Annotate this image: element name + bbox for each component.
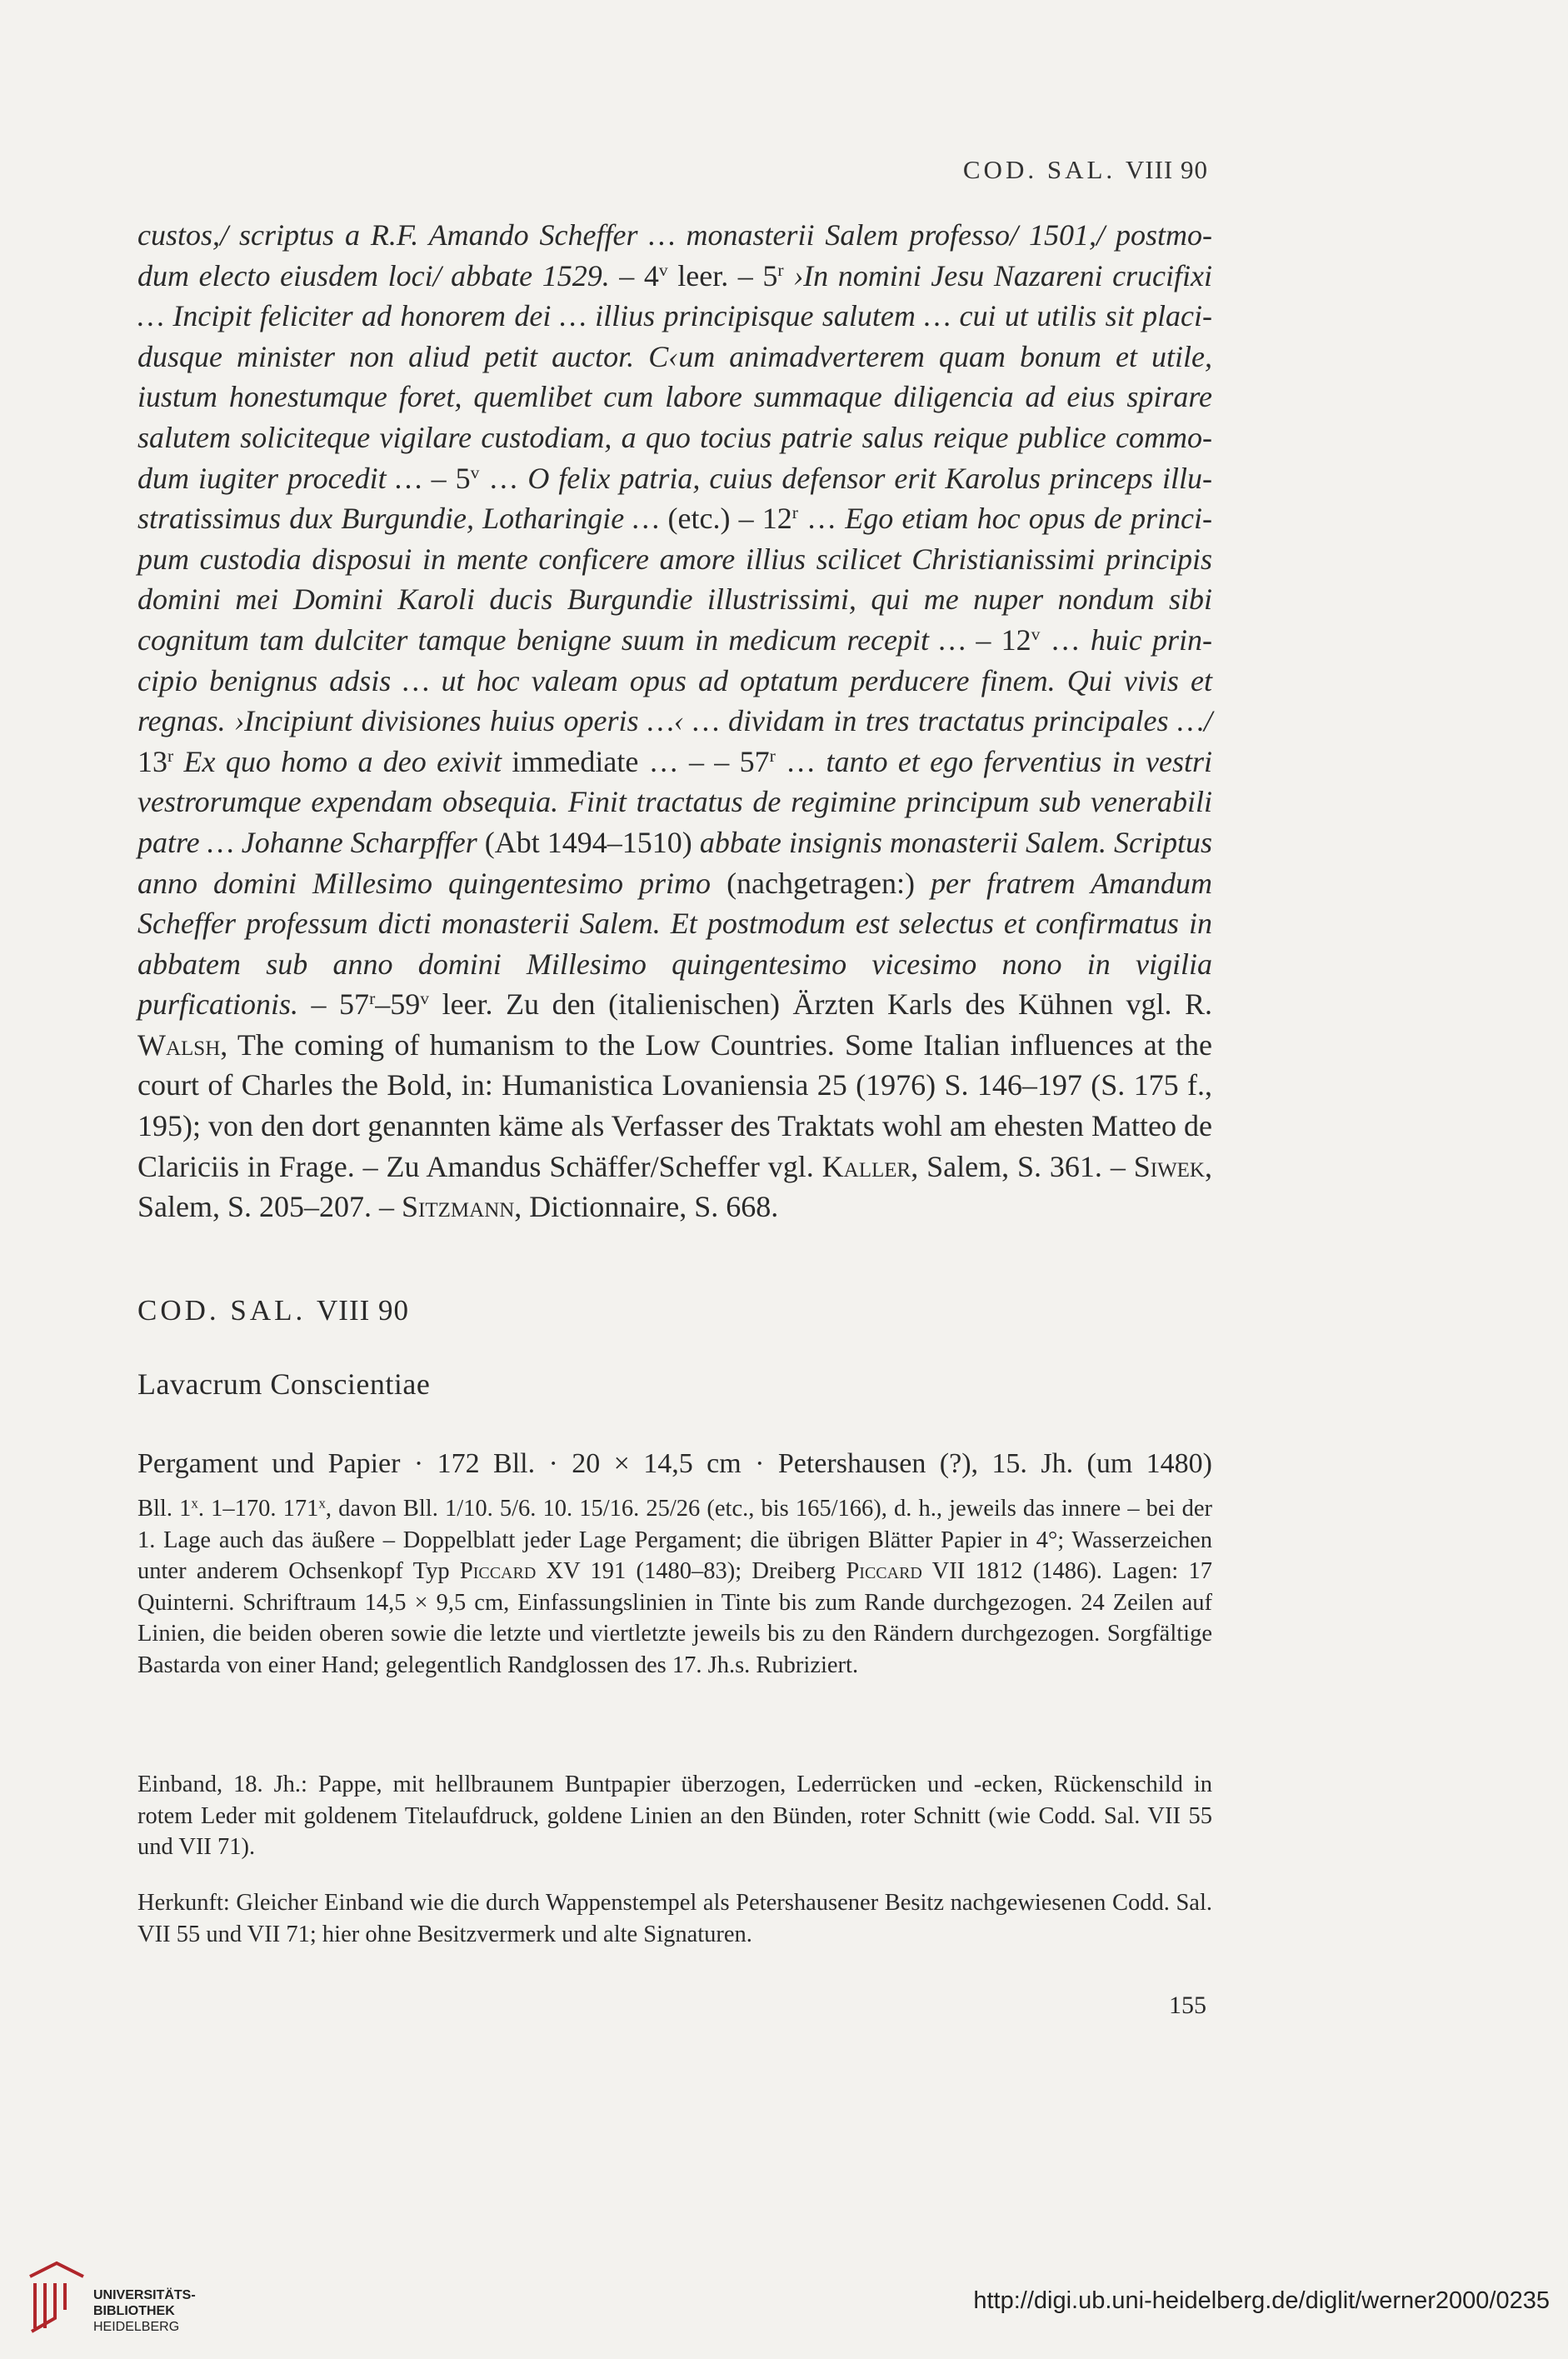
library-logo-icon — [23, 2260, 90, 2335]
logo-strokes — [30, 2263, 83, 2332]
library-name-line1: UNIVERSITÄTS- — [93, 2288, 196, 2302]
section-heading — [137, 1294, 409, 1327]
running-head-number: VIII 90 — [1125, 155, 1208, 184]
running-head — [963, 155, 1208, 185]
running-head-label: COD. SAL. — [962, 155, 1116, 184]
section-heading-number: VIII 90 — [317, 1294, 410, 1327]
physical-description: Pergament und Papier · 172 Bll. · 20 × 14,5 cm · Petershausen (?), 15. Jh. (um 1480) — [137, 1448, 1212, 1479]
work-title: Lavacrum Conscientiae — [137, 1367, 431, 1401]
provenance-description: Herkunft: Gleicher Einband wie die durch Wappenstempel als Petershausener Besitz nachgewiesenen Codd. Sal. VII 55 und VII 71; hier ohne Besitzvermerk und alte Signaturen. — [137, 1890, 1212, 1947]
codicological-description: Bll. 1$^x$. 1–170. 171$^x$, davon Bll. 1/10. 5/6. 10. 15/16. 25/26 (etc., bis 165/166), d. h., jeweils das innere – bei der 1. Lage auch das äußere – Doppelblatt jeder Lage Pergament; die übrigen Blätter Papier in 4°; Wasserzeichen unter anderem Ochsenkopf Typ Piccard XV 191 (1480–83); Dreiberg Piccard VII 1812 (1486). Lagen: 17 Quinterni. Schriftraum 14,5 × 9,5 cm, Einfassungslinien in Tinte bis zum Rande durchgezogen. 24 Zeilen auf Linien, die beiden oberen sowie die letzte und viertletzte jeweils bis zu den Rändern durchgezogen. Sorgfältige Bastarda von einer Hand; gelegentlich Randglossen des 17. Jh.s. Rubriziert. — [137, 1495, 1212, 1678]
library-name-line3: HEIDELBERG — [93, 2320, 180, 2334]
continuation-text: custos,/ scriptus a R.F. Amando Scheffer … monasterii Salem professo/ 1501,/ postmodum electo eiusdem loci/ abbate 1529. – 4$^v$ leer. – 5$^r$ ›In nomini Jesu Nazareni crucifixi … Incipit feliciter ad honorem dei … illius principisque salutem … cui ut utilis sit placidusque minister non aliud petit auctor. C‹um animadverterem quam bonum et utile, iustum honestumque foret, quemlibet cum labore summaque diligencia ad eius spirare salutem soliciteque vigilare custodiam, a quo tocius patrie salus reique publice commodum iugiter procedit … – 5$^v$ … O felix patria, cuius defensor erit Karolus princeps illustratissimus dux Burgundie, Lotharingie … (etc.) – 12$^r$ … Ego etiam hoc opus de principum custodia disposui in mente conficere amore illius scilicet Christianissimi principis domini mei Domini Karoli ducis Burgundie illustrissimi, qui me nuper nondum sibi cognitum tam dulciter tamque benigne suum in medicum recepit … – 12$^v$ … huic principio benignus adsis … ut hoc valeam opus ad optatum perducere finem. Qui vivis et regnas. ›Incipiunt divisiones huius operis …‹ … dividam in tres tractatus principales …/ 13$^r$ Ex quo homo a deo exivit immediate … – – 57$^r$ … tanto et ego ferventius in vestri vestrorumque expendam obsequia. Finit tractatus de regimine principum sub venerabili patre … Johanne Scharpffer (Abt 1494–1510) abbate insignis monasterii Salem. Scriptus anno domini Millesimo quingentesimo primo (nachgetragen:) per fratrem Amandum Scheffer professum dicti monasterii Salem. Et postmodum est selectus et confirmatus in abbatem sub anno domini Millesimo quingentesimo vicesimo nono in vigilia purficationis. – 57$^r$–59$^v$ leer. Zu den (italienischen) Ärzten Karls des Kühnen vgl. R. Walsh, The coming of humanism to the Low Countries. Some Italian influences at the court of Charles the Bold, in: Humanistica Lovaniensia 25 (1976) S. 146–197 (S. 175 f., 195); von den dort genannten käme als Verfasser des Traktats wohl am ehesten Matteo de Clariciis in Frage. – Zu Amandus Schäffer/Scheffer vgl. Kaller, Salem, S. 361. – Siwek, Salem, S. 205–207. – Sitzmann, Dictionnaire, S. 668. — [137, 218, 1213, 1224]
section-heading-label: COD. SAL. — [137, 1294, 307, 1327]
library-name-line2: BIBLIOTHEK — [93, 2304, 175, 2318]
page-number: 155 — [1169, 1992, 1206, 2019]
source-url-link[interactable]: http://digi.ub.uni-heidelberg.de/diglit/werner2000/0235 — [973, 2287, 1550, 2314]
binding-description: Einband, 18. Jh.: Pappe, mit hellbraunem Buntpapier überzogen, Lederrücken und -ecken, Rückenschild in rotem Leder mit goldenem Titelaufdruck, goldene Linien an den Bünden, roter Schnitt (wie Codd. Sal. VII 55 und VII 71). — [137, 1772, 1212, 1860]
library-name — [93, 2287, 196, 2335]
